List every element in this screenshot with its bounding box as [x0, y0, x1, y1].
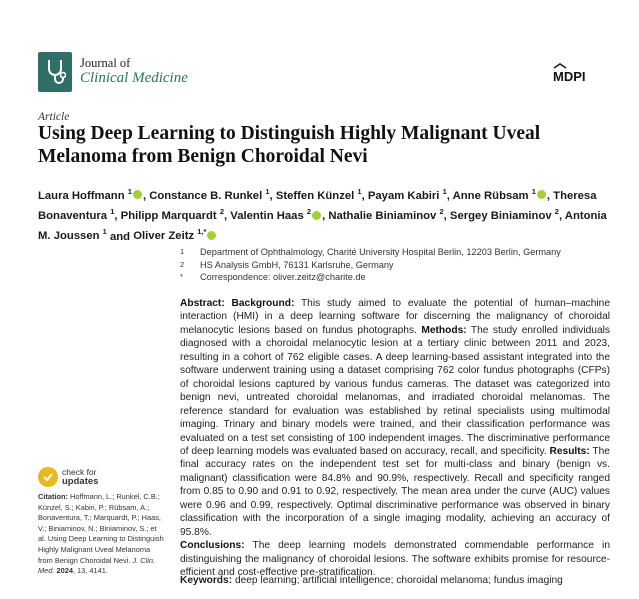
orcid-icon[interactable] — [207, 231, 216, 240]
author-affiliation-mark: 1,* — [197, 227, 207, 237]
author-name[interactable]: Antonia M. Joussen $^1$ — [38, 210, 607, 243]
journal-name-line1: Journal of — [80, 56, 131, 70]
check-updates-line2: updates — [62, 476, 99, 487]
author-affiliation-mark: 1 — [442, 187, 447, 196]
author-affiliation-mark: 2 — [306, 207, 312, 217]
author-affiliation-mark: 1 — [265, 187, 270, 196]
orcid-icon[interactable] — [312, 211, 321, 220]
abstract-results: The final accuracy rates on the independent test set for multi-class and binary (benign vs. malignant) classification were 84.8% and 90.9%, respectively. Recall and specificity ranged from 0.85 to 0.90 and 0.91 to 0.92, respectively. The mean area under the curve (AUC) values were 0.96 and 0.99, respectively. Optimal discriminative performance was observed in binary classification with the incorporation of a single imaging modality, achieving an accuracy of 95.8%. — [180, 445, 610, 538]
check-for-updates[interactable] — [38, 467, 98, 487]
author-affiliation-mark: 1 — [110, 207, 115, 217]
correspondence: * Correspondence: oliver.zeitz@charite.de — [180, 272, 366, 282]
check-updates-icon — [38, 467, 58, 487]
affiliation-2: 2 HS Analysis GmbH, 76131 Karlsruhe, Germany — [180, 259, 394, 270]
citation — [38, 492, 166, 577]
citation-rest: , 13, 4141. — [72, 566, 108, 576]
article-type: Article — [38, 111, 70, 123]
publisher-name: MDPI — [553, 69, 586, 84]
orcid-icon[interactable] — [133, 190, 142, 199]
affiliation-1: 1 Department of Ophthalmology, Charité University Hospital Berlin, 12203 Berlin, Germany — [180, 247, 561, 257]
citation-year: 2024 — [56, 566, 73, 576]
author-name[interactable]: Constance B. Runkel $^1$ — [149, 187, 270, 202]
stethoscope-icon — [44, 58, 66, 86]
abstract-label: Abstract: — [180, 298, 225, 309]
abstract-methods: The study enrolled individuals diagnosed with a choroidal melanocytic lesion at a tertiary clinic between 2011 and 2023, resulting in a cohort of 762 eligible cases. A deep learning-based assistant integrated into the software underwent training using a dataset comprising 762 color fundus photographs (CFPs) of choroidal lesions captured by various fundus cameras. The dataset was categorized into benign nevi, untreated choroidal melanomas, and irradiated choroidal melanomas. The reference standard for evaluation was established by retinal specialists using multimodal imaging. Trinary and binary models were trained, and their classification performance was evaluated on a test set consisting of 100 independent images. The discriminative performance of deep learning models was evaluated based on accuracy, recall, and specificity. — [180, 324, 610, 457]
author-name[interactable]: Valentin Haas $^2$ — [230, 210, 322, 222]
publisher-logo — [552, 62, 604, 84]
results-label: Results: — [549, 445, 590, 457]
abstract-background: This study aimed to evaluate the potential of human–machine interaction (HMI) in a deep learning software for discerning the malignancy of choroidal melanocytic lesions based on fundus photographs. — [180, 298, 610, 336]
author-name[interactable]: Philipp Marquardt $^2$ — [120, 207, 224, 223]
orcid-icon[interactable] — [537, 190, 546, 199]
keywords — [180, 575, 610, 586]
author-name[interactable]: Nathalie Biniaminov $^2$ — [328, 207, 444, 223]
author-affiliation-mark: 2 — [439, 207, 444, 217]
author-name[interactable]: Laura Hoffmann $^1$ — [38, 190, 143, 202]
journal-name — [80, 56, 188, 86]
author-list: Laura Hoffmann $^1$ , Constance B. Runkel $^1$, Steffen Künzel $^1$, Payam Kabiri $^1$, Anne Rübsam $^1$ , Theresa Bonaventura $^1$, Philipp Marquardt $^2$, Valentin Haas $^2$ , Nathalie Biniaminov $^2$, Sergey Biniaminov $^2$, Antonia M. Joussen $^1$ and Oliver Zeitz $^{1,*}$ — [38, 187, 607, 243]
citation-label: Citation: — [38, 492, 68, 501]
author-affiliation-mark: 2 — [554, 207, 559, 217]
author-name[interactable]: Anne Rübsam $^1$ — [453, 190, 547, 202]
author-name[interactable]: Steffen Künzel $^1$ — [275, 187, 362, 202]
keywords-text: deep learning; artificial intelligence; choroidal melanoma; fundus imaging — [234, 575, 563, 586]
author-name[interactable]: Payam Kabiri $^1$ — [367, 187, 447, 202]
journal-logo — [38, 52, 72, 92]
author-affiliation-mark: 1 — [531, 187, 536, 196]
author-affiliation-mark: 1 — [102, 227, 107, 237]
citation-text: Hoffmann, L.; Runkel, C.B.; Künzel, S.; Kabiri, P.; Rübsam, A.; Bonaventura, T.; Marquardt, P.; Haas, V.; Biniaminov, N.; Biniaminov, S.; et al. Using Deep Learning to Distinguish Highly Malignant Uveal Melanoma from Benign Choroidal Nevi. — [38, 492, 164, 565]
check-updates-line1: check for — [62, 467, 97, 477]
methods-label: Methods: — [421, 324, 467, 336]
article-title: Using Deep Learning to Distinguish Highly Malignant Uveal Melanoma from Benign Choroidal Nevi — [38, 123, 541, 167]
author-affiliation-mark: 1 — [357, 187, 362, 196]
author-name[interactable]: Oliver Zeitz $^{1,*}$ — [133, 230, 217, 242]
author-name[interactable]: Theresa Bonaventura $^1$ — [38, 189, 597, 223]
author-affiliation-mark: 1 — [127, 187, 132, 196]
conclusions-label: Conclusions: — [180, 540, 245, 552]
citation-journal: J. Clin. Med. — [38, 555, 156, 576]
abstract — [180, 297, 610, 580]
journal-name-line2: Clinical Medicine — [80, 70, 188, 86]
abstract-conclusions: The deep learning models demonstrated commendable performance in distinguishing the malignancy of choroidal lesions. The software exhibits promise for resource-efficient and cost-effective pre-stratification. — [180, 540, 610, 579]
keywords-label: Keywords: — [180, 575, 233, 586]
author-name[interactable]: Sergey Biniaminov $^2$ — [449, 207, 559, 223]
author-affiliation-mark: 2 — [219, 207, 224, 217]
affiliations — [180, 246, 561, 284]
background-label: Background: — [231, 298, 295, 309]
